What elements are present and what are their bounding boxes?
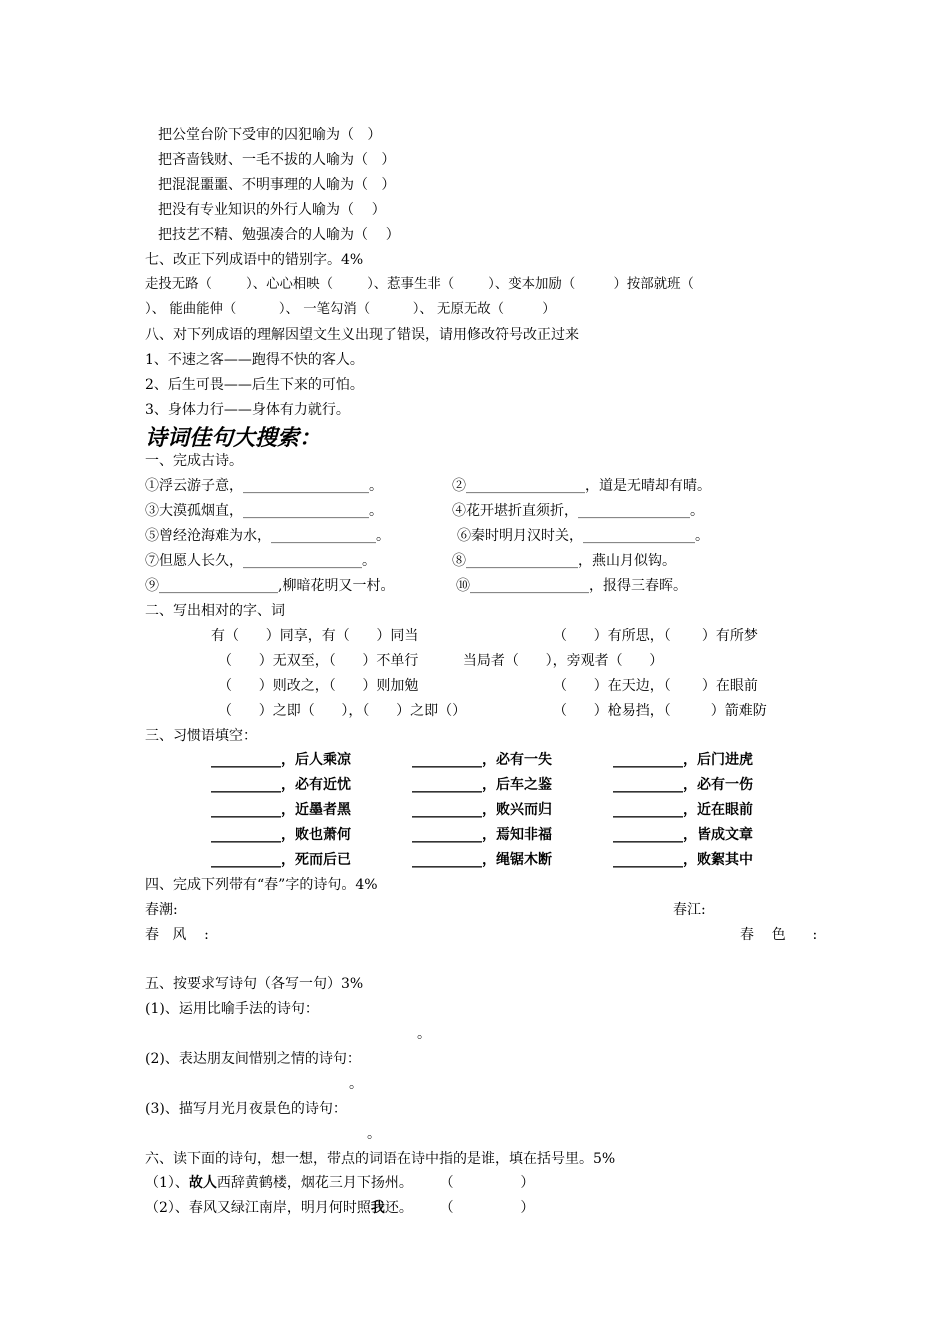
answer-period: 。	[349, 1076, 363, 1092]
chunse-label: 春 色 :	[740, 927, 818, 943]
antonym-row: （ ）枪易挡，（ ）箭难防	[553, 703, 767, 719]
poem-blank: ③大漠孤烟直，__________________。	[145, 503, 383, 519]
idiom-blank: __________，后人乘凉	[211, 752, 351, 768]
idiom-blank: __________，必有一伤	[613, 777, 753, 793]
idiom-blank: __________，必有近忧	[211, 777, 351, 793]
idiom-blank: __________，败兴而归	[412, 802, 552, 818]
poem-blank: ①浮云游子意，__________________。	[145, 478, 383, 494]
antonym-row: （ ）在天边，（ ）在眼前	[553, 678, 758, 694]
answer-period: 。	[417, 1026, 431, 1042]
metaphor-item: 把技艺不精、勉强凑合的人喻为（ ）	[158, 227, 400, 243]
section8-item: 1、不速之客——跑得不快的客人。	[145, 352, 364, 368]
antonym-row: （ ）之即（ ），（ ）之即（）	[218, 703, 467, 719]
dotted-word: 我	[370, 1200, 385, 1216]
metaphor-item: 把公堂台阶下受审的囚犯喻为（ ）	[158, 127, 382, 143]
line-suffix: 西辞黄鹤楼，烟花三月下扬州。 （ ）	[216, 1175, 535, 1191]
idiom-blank: __________，后门进虎	[613, 752, 753, 768]
idiom-blank: __________，后车之鉴	[412, 777, 552, 793]
part3-title: 三、习惯语填空：	[145, 728, 257, 744]
idiom-blank: __________，近墨者黑	[211, 802, 351, 818]
idiom-blank: __________，绳锯木断	[412, 852, 552, 868]
chunfeng-label: 春 风 :	[145, 927, 209, 943]
idiom-blank: __________，必有一失	[412, 752, 552, 768]
section8-title: 八、对下列成语的理解因望文生义出现了错误，请用修改符号改正过来	[145, 327, 579, 343]
antonym-row: 有（ ）同享，有（ ）同当	[211, 628, 419, 644]
section7-line: 走投无路（ ）、心心相映（ ）、惹事生非（ ）、变本加励（ ）按部就班（	[145, 277, 694, 292]
poem-blank: ⑩_________________，报得三春晖。	[456, 578, 687, 594]
idiom-blank: __________，焉知非福	[412, 827, 552, 843]
line-prefix: （1）、	[145, 1175, 189, 1191]
idiom-blank: __________，近在眼前	[613, 802, 753, 818]
idiom-blank: __________，皆成文章	[613, 827, 753, 843]
chunjiang-label: 春江:	[673, 902, 706, 918]
poem-blank: ②_________________，道是无晴却有晴。	[452, 478, 711, 494]
metaphor-item: 把没有专业知识的外行人喻为（ ）	[158, 202, 386, 218]
antonym-row: （ ）则改之，（ ）则加勉	[218, 678, 419, 694]
poem-blank: ⑧________________，燕山月似钩。	[452, 553, 676, 569]
part2-title: 二、写出相对的字、词	[145, 603, 285, 619]
part5-question: (1)、运用比喻手法的诗句：	[145, 1001, 319, 1017]
poem-blank: ⑥秦时明月汉时关，________________。	[457, 528, 709, 544]
section7-title: 七、改正下列成语中的错别字。4%	[145, 252, 364, 268]
poem-blank: ⑤曾经沧海难为水，_______________。	[145, 528, 390, 544]
idiom-blank: __________，败也萧何	[211, 827, 351, 843]
poem-blank: ④花开堪折直须折，________________。	[452, 503, 704, 519]
poem-blank: ⑦但愿人长久，_________________。	[145, 553, 376, 569]
section7-line: ）、 能曲能伸（ ）、 一笔勾消（ ）、 无原无故（ ）	[145, 302, 556, 317]
poem-blank: ⑨_________________,柳暗花明又一村。	[145, 578, 395, 594]
metaphor-item: 把吝啬钱财、一毛不拔的人喻为（ ）	[158, 152, 396, 168]
line-prefix: （2）、春风又绿江南岸，明月何时照	[145, 1200, 371, 1216]
part6-line	[145, 1199, 534, 1217]
antonym-row: （ ）无双至，（ ）不单行 当局者（ ），旁观者（ ）	[218, 653, 664, 669]
poetry-heading: 诗词佳句大搜索：	[145, 425, 322, 451]
answer-period: 。	[367, 1126, 381, 1142]
part4-title: 四、完成下列带有“春”字的诗句。4%	[145, 877, 378, 893]
part6-title: 六、读下面的诗句，想一想，带点的词语在诗中指的是谁，填在括号里。5%	[145, 1151, 616, 1167]
metaphor-item: 把混混噩噩、不明事理的人喻为（ ）	[158, 177, 396, 193]
idiom-blank: __________，死而后已	[211, 852, 351, 868]
part6-line	[145, 1174, 534, 1192]
antonym-row: （ ）有所思，（ ）有所梦	[553, 628, 758, 644]
part5-question: (2)、表达朋友间惜别之情的诗句：	[145, 1051, 361, 1067]
section8-item: 2、后生可畏——后生下来的可怕。	[145, 377, 364, 393]
part1-title: 一、完成古诗。	[145, 453, 243, 469]
dotted-word: 故人	[188, 1175, 217, 1191]
chunchao-label: 春潮:	[145, 902, 178, 918]
idiom-blank: __________，败絮其中	[613, 852, 753, 868]
part5-question: (3)、描写月光月夜景色的诗句：	[145, 1101, 347, 1117]
section8-item: 3、身体力行——身体有力就行。	[145, 402, 350, 418]
line-suffix: 还。 （ ）	[384, 1200, 535, 1216]
part5-title: 五、按要求写诗句（各写一句）3%	[145, 976, 364, 992]
